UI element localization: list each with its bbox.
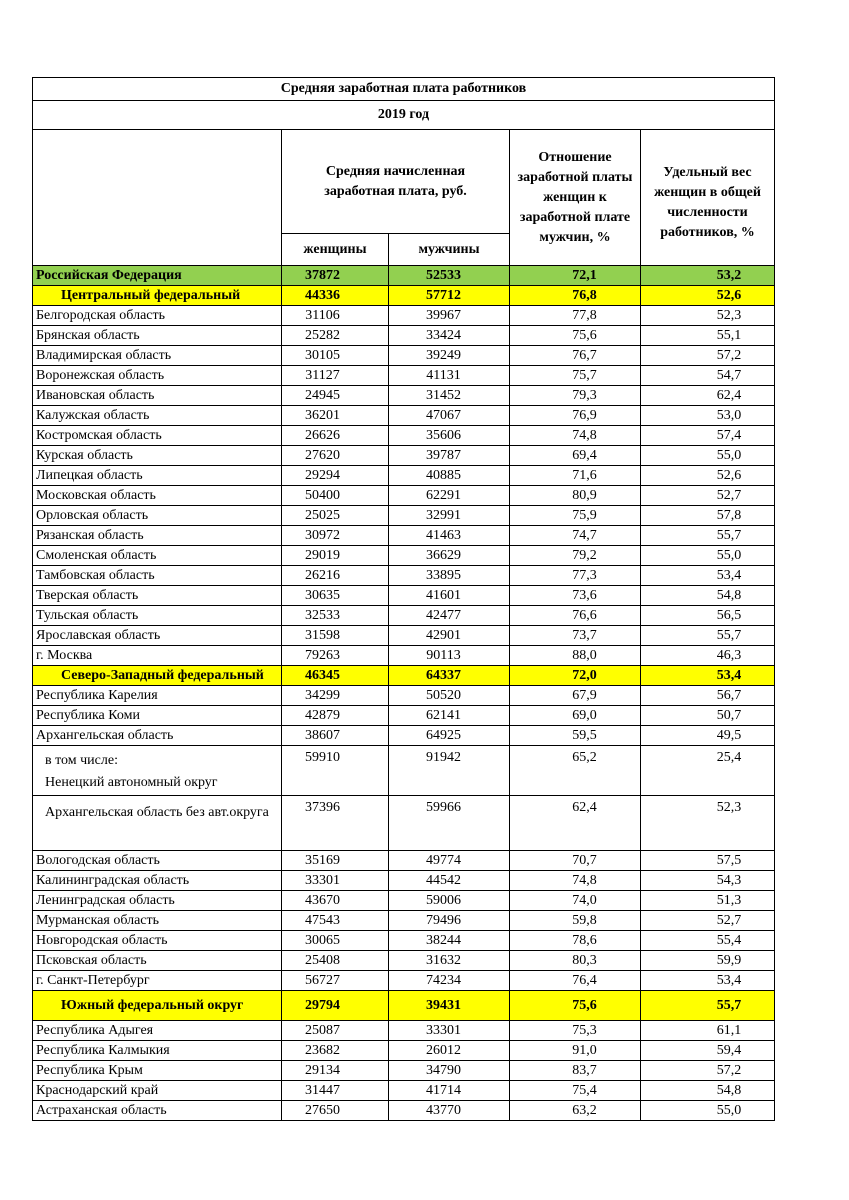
men-salary: 38244 [389, 931, 510, 951]
region-name: Калининградская область [33, 871, 282, 891]
region-name: Орловская область [33, 506, 282, 526]
women-salary: 42879 [282, 706, 389, 726]
table-row [33, 646, 775, 666]
women-salary: 25282 [282, 326, 389, 346]
share-value: 52,6 [641, 466, 775, 486]
share-value: 53,2 [641, 266, 775, 286]
region-name: Костромская область [33, 426, 282, 446]
region-name: Центральный федеральный [33, 286, 282, 306]
share-value: 62,4 [641, 386, 775, 406]
share-value: 53,4 [641, 666, 775, 686]
table-row [33, 891, 775, 911]
men-salary: 32991 [389, 506, 510, 526]
table-row [33, 1021, 775, 1041]
share-value: 25,4 [641, 746, 775, 796]
men-salary: 90113 [389, 646, 510, 666]
women-salary: 27650 [282, 1101, 389, 1121]
men-salary: 41601 [389, 586, 510, 606]
ratio-value: 65,2 [510, 746, 641, 796]
share-value: 50,7 [641, 706, 775, 726]
men-salary: 31452 [389, 386, 510, 406]
women-salary: 25087 [282, 1021, 389, 1041]
share-value: 55,7 [641, 626, 775, 646]
women-salary: 25408 [282, 951, 389, 971]
table-title: Средняя заработная плата работников [33, 78, 775, 101]
share-value: 53,4 [641, 971, 775, 991]
region-name: Псковская область [33, 951, 282, 971]
women-salary: 59910 [282, 746, 389, 796]
share-value: 46,3 [641, 646, 775, 666]
women-salary: 37396 [282, 796, 389, 851]
women-salary: 27620 [282, 446, 389, 466]
share-value: 55,4 [641, 931, 775, 951]
men-salary: 64925 [389, 726, 510, 746]
women-salary: 47543 [282, 911, 389, 931]
share-value: 57,5 [641, 851, 775, 871]
table-row [33, 706, 775, 726]
region-name: Липецкая область [33, 466, 282, 486]
region-name: Республика Адыгея [33, 1021, 282, 1041]
ratio-value: 78,6 [510, 931, 641, 951]
women-salary: 31106 [282, 306, 389, 326]
table-row [33, 1041, 775, 1061]
region-name: Воронежская область [33, 366, 282, 386]
ratio-value: 74,8 [510, 871, 641, 891]
men-salary: 79496 [389, 911, 510, 931]
ratio-value: 75,6 [510, 991, 641, 1021]
men-salary: 40885 [389, 466, 510, 486]
share-value: 55,7 [641, 991, 775, 1021]
ratio-value: 79,2 [510, 546, 641, 566]
header-men: мужчины [389, 234, 510, 266]
region-name: Республика Коми [33, 706, 282, 726]
header-avg-salary: Средняя начисленная заработная плата, руб. [282, 130, 510, 234]
table-row [33, 1061, 775, 1081]
region-name: Республика Калмыкия [33, 1041, 282, 1061]
women-salary: 30105 [282, 346, 389, 366]
men-salary: 33424 [389, 326, 510, 346]
women-salary: 33301 [282, 871, 389, 891]
ratio-value: 76,6 [510, 606, 641, 626]
table-row [33, 346, 775, 366]
women-salary: 24945 [282, 386, 389, 406]
women-salary: 25025 [282, 506, 389, 526]
women-salary: 26216 [282, 566, 389, 586]
men-salary: 39967 [389, 306, 510, 326]
share-value: 57,2 [641, 346, 775, 366]
women-salary: 34299 [282, 686, 389, 706]
region-name: Ярославская область [33, 626, 282, 646]
table-row [33, 426, 775, 446]
women-salary: 38607 [282, 726, 389, 746]
table-row [33, 406, 775, 426]
table-row [33, 686, 775, 706]
table-row [33, 931, 775, 951]
share-value: 55,7 [641, 526, 775, 546]
region-name: Краснодарский край [33, 1081, 282, 1101]
table-year: 2019 год [33, 101, 775, 130]
share-value: 57,8 [641, 506, 775, 526]
share-value: 55,0 [641, 446, 775, 466]
region-name: г. Санкт-Петербург [33, 971, 282, 991]
table-row [33, 326, 775, 346]
women-salary: 31598 [282, 626, 389, 646]
table-row [33, 726, 775, 746]
men-salary: 41463 [389, 526, 510, 546]
ratio-value: 62,4 [510, 796, 641, 851]
women-salary: 30635 [282, 586, 389, 606]
ratio-value: 75,4 [510, 1081, 641, 1101]
share-value: 59,4 [641, 1041, 775, 1061]
ratio-value: 76,8 [510, 286, 641, 306]
men-salary: 31632 [389, 951, 510, 971]
women-salary: 43670 [282, 891, 389, 911]
women-salary: 37872 [282, 266, 389, 286]
region-name: Российская Федерация [33, 266, 282, 286]
table-row [33, 746, 775, 796]
table-row [33, 466, 775, 486]
region-name: Брянская область [33, 326, 282, 346]
share-value: 55,0 [641, 546, 775, 566]
men-salary: 74234 [389, 971, 510, 991]
region-name: Московская область [33, 486, 282, 506]
ratio-value: 74,8 [510, 426, 641, 446]
men-salary: 33895 [389, 566, 510, 586]
table-row [33, 1101, 775, 1121]
ratio-value: 79,3 [510, 386, 641, 406]
region-name: Новгородская область [33, 931, 282, 951]
region-name: Вологодская область [33, 851, 282, 871]
share-value: 55,1 [641, 326, 775, 346]
share-value: 55,0 [641, 1101, 775, 1121]
women-salary: 30972 [282, 526, 389, 546]
men-salary: 33301 [389, 1021, 510, 1041]
region-name: Тульская область [33, 606, 282, 626]
ratio-value: 74,7 [510, 526, 641, 546]
ratio-value: 59,5 [510, 726, 641, 746]
ratio-value: 73,6 [510, 586, 641, 606]
region-name: Северо-Западный федеральный [33, 666, 282, 686]
header-empty [33, 130, 282, 266]
region-name: Ивановская область [33, 386, 282, 406]
table-row [33, 666, 775, 686]
region-name-line: в том числе: [45, 753, 118, 768]
ratio-value: 69,4 [510, 446, 641, 466]
table-row [33, 1081, 775, 1101]
women-salary: 29019 [282, 546, 389, 566]
ratio-value: 71,6 [510, 466, 641, 486]
men-salary: 44542 [389, 871, 510, 891]
share-value: 54,8 [641, 1081, 775, 1101]
ratio-value: 73,7 [510, 626, 641, 646]
ratio-value: 70,7 [510, 851, 641, 871]
table-row [33, 951, 775, 971]
share-value: 54,7 [641, 366, 775, 386]
region-name: Южный федеральный округ [33, 991, 282, 1021]
women-salary: 46345 [282, 666, 389, 686]
ratio-value: 72,0 [510, 666, 641, 686]
table-row [33, 386, 775, 406]
region-name: Белгородская область [33, 306, 282, 326]
women-salary: 29134 [282, 1061, 389, 1081]
ratio-value: 83,7 [510, 1061, 641, 1081]
header-ratio: Отношение заработной платы женщин к заработной плате мужчин, % [510, 130, 641, 266]
region-name: Калужская область [33, 406, 282, 426]
men-salary: 49774 [389, 851, 510, 871]
region-name: Республика Карелия [33, 686, 282, 706]
table-row [33, 796, 775, 851]
men-salary: 42901 [389, 626, 510, 646]
share-value: 52,3 [641, 796, 775, 851]
ratio-value: 67,9 [510, 686, 641, 706]
women-salary: 44336 [282, 286, 389, 306]
men-salary: 59966 [389, 796, 510, 851]
ratio-value: 80,9 [510, 486, 641, 506]
women-salary: 50400 [282, 486, 389, 506]
region-name: Владимирская область [33, 346, 282, 366]
table-row [33, 626, 775, 646]
women-salary: 31447 [282, 1081, 389, 1101]
ratio-value: 75,3 [510, 1021, 641, 1041]
share-value: 54,8 [641, 586, 775, 606]
table-row [33, 526, 775, 546]
women-salary: 35169 [282, 851, 389, 871]
ratio-value: 77,3 [510, 566, 641, 586]
table-row [33, 566, 775, 586]
ratio-value: 88,0 [510, 646, 641, 666]
region-name [33, 746, 282, 796]
table-row [33, 286, 775, 306]
share-value: 49,5 [641, 726, 775, 746]
ratio-value: 75,6 [510, 326, 641, 346]
share-value: 53,4 [641, 566, 775, 586]
region-name: г. Москва [33, 646, 282, 666]
men-salary: 42477 [389, 606, 510, 626]
women-salary: 23682 [282, 1041, 389, 1061]
ratio-value: 91,0 [510, 1041, 641, 1061]
ratio-value: 75,7 [510, 366, 641, 386]
women-salary: 29294 [282, 466, 389, 486]
region-name: Тверская область [33, 586, 282, 606]
table-row [33, 266, 775, 286]
share-value: 54,3 [641, 871, 775, 891]
ratio-value: 69,0 [510, 706, 641, 726]
table-row [33, 911, 775, 931]
women-salary: 29794 [282, 991, 389, 1021]
table-row [33, 586, 775, 606]
region-name: Республика Крым [33, 1061, 282, 1081]
men-salary: 62141 [389, 706, 510, 726]
men-salary: 41131 [389, 366, 510, 386]
women-salary: 30065 [282, 931, 389, 951]
ratio-value: 77,8 [510, 306, 641, 326]
region-name-line: Ненецкий автономный округ [45, 775, 218, 790]
share-value: 52,6 [641, 286, 775, 306]
table-row [33, 871, 775, 891]
region-name: Тамбовская область [33, 566, 282, 586]
men-salary: 34790 [389, 1061, 510, 1081]
table-row [33, 851, 775, 871]
men-salary: 52533 [389, 266, 510, 286]
women-salary: 36201 [282, 406, 389, 426]
men-salary: 35606 [389, 426, 510, 446]
men-salary: 26012 [389, 1041, 510, 1061]
table-row [33, 971, 775, 991]
men-salary: 50520 [389, 686, 510, 706]
women-salary: 31127 [282, 366, 389, 386]
women-salary: 56727 [282, 971, 389, 991]
women-salary: 32533 [282, 606, 389, 626]
ratio-value: 76,4 [510, 971, 641, 991]
region-name: Архангельская область без авт.округа [33, 796, 282, 851]
table-row [33, 366, 775, 386]
table-row [33, 486, 775, 506]
men-salary: 47067 [389, 406, 510, 426]
men-salary: 36629 [389, 546, 510, 566]
header-share: Удельный вес женщин в общей численности работников, % [641, 130, 775, 266]
share-value: 56,5 [641, 606, 775, 626]
ratio-value: 80,3 [510, 951, 641, 971]
share-value: 57,4 [641, 426, 775, 446]
men-salary: 91942 [389, 746, 510, 796]
men-salary: 62291 [389, 486, 510, 506]
table-row [33, 446, 775, 466]
share-value: 53,0 [641, 406, 775, 426]
share-value: 56,7 [641, 686, 775, 706]
men-salary: 39787 [389, 446, 510, 466]
men-salary: 59006 [389, 891, 510, 911]
men-salary: 64337 [389, 666, 510, 686]
share-value: 61,1 [641, 1021, 775, 1041]
region-name: Мурманская область [33, 911, 282, 931]
region-name: Смоленская область [33, 546, 282, 566]
region-name: Ленинградская область [33, 891, 282, 911]
ratio-value: 74,0 [510, 891, 641, 911]
men-salary: 57712 [389, 286, 510, 306]
men-salary: 39249 [389, 346, 510, 366]
ratio-value: 75,9 [510, 506, 641, 526]
share-value: 52,3 [641, 306, 775, 326]
men-salary: 39431 [389, 991, 510, 1021]
table-row [33, 306, 775, 326]
share-value: 59,9 [641, 951, 775, 971]
table-row [33, 606, 775, 626]
table-row [33, 506, 775, 526]
women-salary: 79263 [282, 646, 389, 666]
share-value: 52,7 [641, 486, 775, 506]
table-row [33, 991, 775, 1021]
ratio-value: 59,8 [510, 911, 641, 931]
share-value: 57,2 [641, 1061, 775, 1081]
men-salary: 41714 [389, 1081, 510, 1101]
ratio-value: 76,7 [510, 346, 641, 366]
ratio-value: 72,1 [510, 266, 641, 286]
table-row [33, 546, 775, 566]
women-salary: 26626 [282, 426, 389, 446]
ratio-value: 63,2 [510, 1101, 641, 1121]
header-women: женщины [282, 234, 389, 266]
region-name: Курская область [33, 446, 282, 466]
men-salary: 43770 [389, 1101, 510, 1121]
region-name: Астраханская область [33, 1101, 282, 1121]
ratio-value: 76,9 [510, 406, 641, 426]
region-name: Архангельская область [33, 726, 282, 746]
salary-table [32, 77, 775, 1121]
share-value: 52,7 [641, 911, 775, 931]
share-value: 51,3 [641, 891, 775, 911]
region-name: Рязанская область [33, 526, 282, 546]
